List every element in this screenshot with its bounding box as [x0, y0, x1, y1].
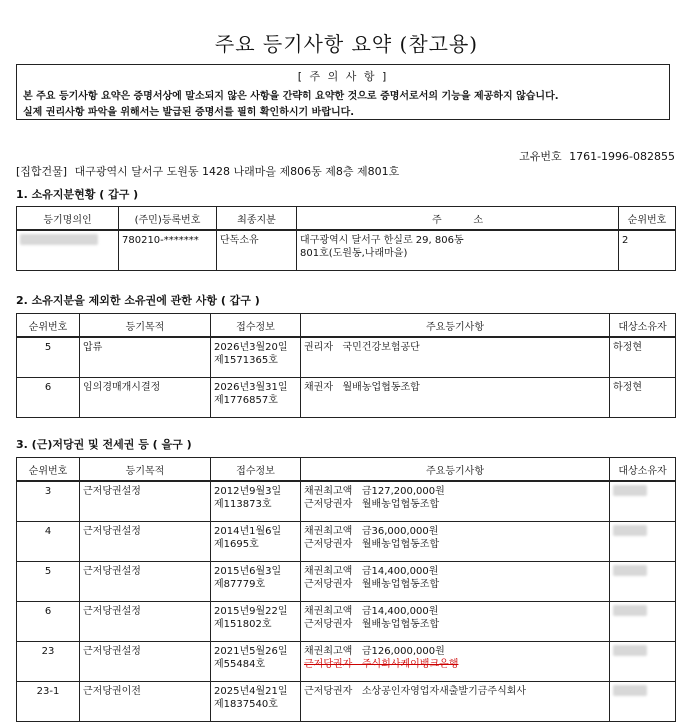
rank-cell: 6	[17, 601, 80, 641]
receipt-date: 2025년4월21일	[214, 685, 288, 697]
unique-number-value: 1761-1996-082855	[569, 150, 675, 163]
rank-cell: 2	[619, 230, 676, 270]
col-header: 최종지분	[217, 207, 297, 231]
col-header: 주요등기사항	[301, 458, 610, 482]
col-header: (주민)등록번호	[119, 207, 217, 231]
main-cell	[301, 561, 610, 601]
col-header: 대상소유자	[610, 314, 676, 338]
purpose-cell: 근저당권설정	[80, 561, 211, 601]
receipt-date: 2014년1월6일	[214, 525, 282, 537]
receipt-date: 2026년3월20일	[214, 342, 288, 353]
receipt-no: 제113873호	[214, 499, 272, 510]
notice-header: [ 주 의 사 항 ]	[297, 70, 389, 83]
building-info	[16, 163, 403, 179]
address-cell	[297, 230, 619, 270]
main-cell	[301, 641, 610, 681]
owner-redacted	[613, 485, 647, 496]
col-header: 등기목적	[80, 458, 211, 482]
owner-cell	[610, 681, 676, 721]
main-cell	[301, 481, 610, 521]
owner-redacted	[613, 685, 647, 696]
receipt-cell	[211, 641, 301, 681]
receipt-no: 제1695호	[214, 538, 259, 550]
main-line-1: 채권최고액 금36,000,000원	[304, 525, 439, 537]
purpose-cell: 근저당권설정	[80, 481, 211, 521]
receipt-date: 2012년9월3일	[214, 486, 282, 497]
receipt-date: 2026년3월31일	[214, 381, 288, 393]
col-header: 주 소	[297, 207, 619, 231]
receipt-cell	[211, 377, 301, 417]
notice-line-1: 본 주요 등기사항 요약은 증명서상에 말소되지 않은 사항을 간략히 요약한 것으로 증명서로서의 기능을 제공하지 않습니다.	[23, 91, 559, 102]
owner-name-cell	[17, 230, 119, 270]
col-header: 대상소유자	[610, 458, 676, 482]
owner-redacted	[613, 525, 647, 536]
address-line-2: 801호(도원동,나래마을)	[300, 248, 408, 259]
purpose-cell: 근저당권설정	[80, 601, 211, 641]
owner-redacted	[613, 565, 647, 576]
owner-cell	[610, 521, 676, 561]
receipt-no: 제87779호	[214, 578, 266, 590]
receipt-cell	[211, 337, 301, 377]
rank-cell: 5	[17, 337, 80, 377]
main-line-2-struck: 근저당권자 주식회사케이뱅크은행	[304, 658, 459, 670]
col-header: 등기목적	[80, 314, 211, 338]
col-header: 접수정보	[211, 314, 301, 338]
col-header: 순위번호	[619, 207, 676, 231]
unique-number-label: 고유번호	[519, 150, 562, 163]
ownership-table	[16, 206, 676, 271]
main-cell	[301, 601, 610, 641]
main-cell	[301, 521, 610, 561]
receipt-cell	[211, 681, 301, 721]
rank-cell: 23	[17, 641, 80, 681]
col-header: 순위번호	[17, 458, 80, 482]
main-line-2: 근저당권자 월배농업협동조합	[304, 499, 440, 510]
receipt-cell	[211, 521, 301, 561]
main-line-2: 근저당권자 월배농업협동조합	[304, 618, 440, 630]
table-row	[17, 601, 676, 641]
receipt-no: 제1837540호	[214, 698, 278, 710]
rank-cell: 6	[17, 377, 80, 417]
notice-line-2: 실제 권리사항 파악을 위해서는 발급된 증명서를 필히 확인하시기 바랍니다.	[23, 107, 355, 118]
building-type: [집합건물]	[16, 165, 68, 178]
table-row	[17, 481, 676, 521]
main-line-1: 채권최고액 금14,400,000원	[304, 565, 439, 577]
purpose-cell: 압류	[80, 337, 211, 377]
receipt-no: 제1571365호	[214, 355, 278, 366]
table-row	[17, 641, 676, 681]
purpose-cell: 근저당권설정	[80, 641, 211, 681]
purpose-cell: 근저당권설정	[80, 521, 211, 561]
rank-cell: 4	[17, 521, 80, 561]
owner-cell	[610, 601, 676, 641]
table-row	[17, 681, 676, 721]
table-header-row	[17, 458, 676, 482]
owner-redacted	[613, 645, 647, 656]
receipt-cell	[211, 561, 301, 601]
owner-cell	[610, 641, 676, 681]
unique-number	[515, 148, 675, 164]
main-cell: 권리자 국민건강보험공단	[301, 337, 610, 377]
page-title: 주요 등기사항 요약 (참고용)	[214, 32, 479, 56]
mortgage-table	[16, 457, 676, 722]
receipt-cell	[211, 601, 301, 641]
rank-cell: 5	[17, 561, 80, 601]
owner-cell: 하정현	[610, 377, 676, 417]
table-row	[17, 230, 676, 270]
col-header: 접수정보	[211, 458, 301, 482]
ownership-other-table	[16, 313, 676, 418]
main-line-1: 채권최고액 금127,200,000원	[304, 486, 445, 497]
owner-cell	[610, 481, 676, 521]
purpose-cell: 근저당권이전	[80, 681, 211, 721]
main-line-1: 채권최고액 금126,000,000원	[304, 645, 445, 657]
main-cell: 채권자 월배농업협동조합	[301, 377, 610, 417]
table-row	[17, 337, 676, 377]
table-row	[17, 521, 676, 561]
main-line-1: 채권최고액 금14,400,000원	[304, 605, 439, 617]
reg-no-cell: 780210-*******	[119, 230, 217, 270]
share-cell: 단독소유	[217, 230, 297, 270]
address-line-1: 대구광역시 달서구 한실로 29, 806동	[300, 235, 464, 246]
table-header-row	[17, 207, 676, 231]
receipt-no: 제1776857호	[214, 394, 278, 406]
receipt-date: 2021년5월26일	[214, 645, 288, 657]
rank-cell: 3	[17, 481, 80, 521]
receipt-date: 2015년6월3일	[214, 565, 282, 577]
building-address: 대구광역시 달서구 도원동 1428 나래마을 제806동 제8층 제801호	[74, 165, 400, 178]
main-cell	[301, 681, 610, 721]
owner-cell: 하정현	[610, 337, 676, 377]
table-header-row	[17, 314, 676, 338]
col-header: 주요등기사항	[301, 314, 610, 338]
notice-box	[16, 64, 670, 120]
section3-title: 3. (근)저당권 및 전세권 등 ( 을구 )	[16, 438, 192, 451]
main-line-2: 근저당권자 월배농업협동조합	[304, 538, 440, 550]
receipt-no: 제151802호	[214, 618, 272, 630]
receipt-date: 2015년9월22일	[214, 605, 288, 617]
table-row	[17, 561, 676, 601]
col-header: 순위번호	[17, 314, 80, 338]
section1-title: 1. 소유지분현황 ( 갑구 )	[16, 188, 139, 201]
table-row	[17, 377, 676, 417]
rank-cell: 23-1	[17, 681, 80, 721]
owner-name-redacted	[20, 234, 98, 245]
main-line-2: 근저당권자 월배농업협동조합	[304, 578, 440, 590]
receipt-cell	[211, 481, 301, 521]
owner-redacted	[613, 605, 647, 616]
owner-cell	[610, 561, 676, 601]
col-header: 등기명의인	[17, 207, 119, 231]
receipt-no: 제55484호	[214, 658, 266, 670]
main-line-1: 근저당권자 소상공인자영업자새출발기금주식회사	[304, 685, 527, 697]
purpose-cell: 임의경매개시결정	[80, 377, 211, 417]
section2-title: 2. 소유지분을 제외한 소유권에 관한 사항 ( 갑구 )	[16, 294, 260, 307]
